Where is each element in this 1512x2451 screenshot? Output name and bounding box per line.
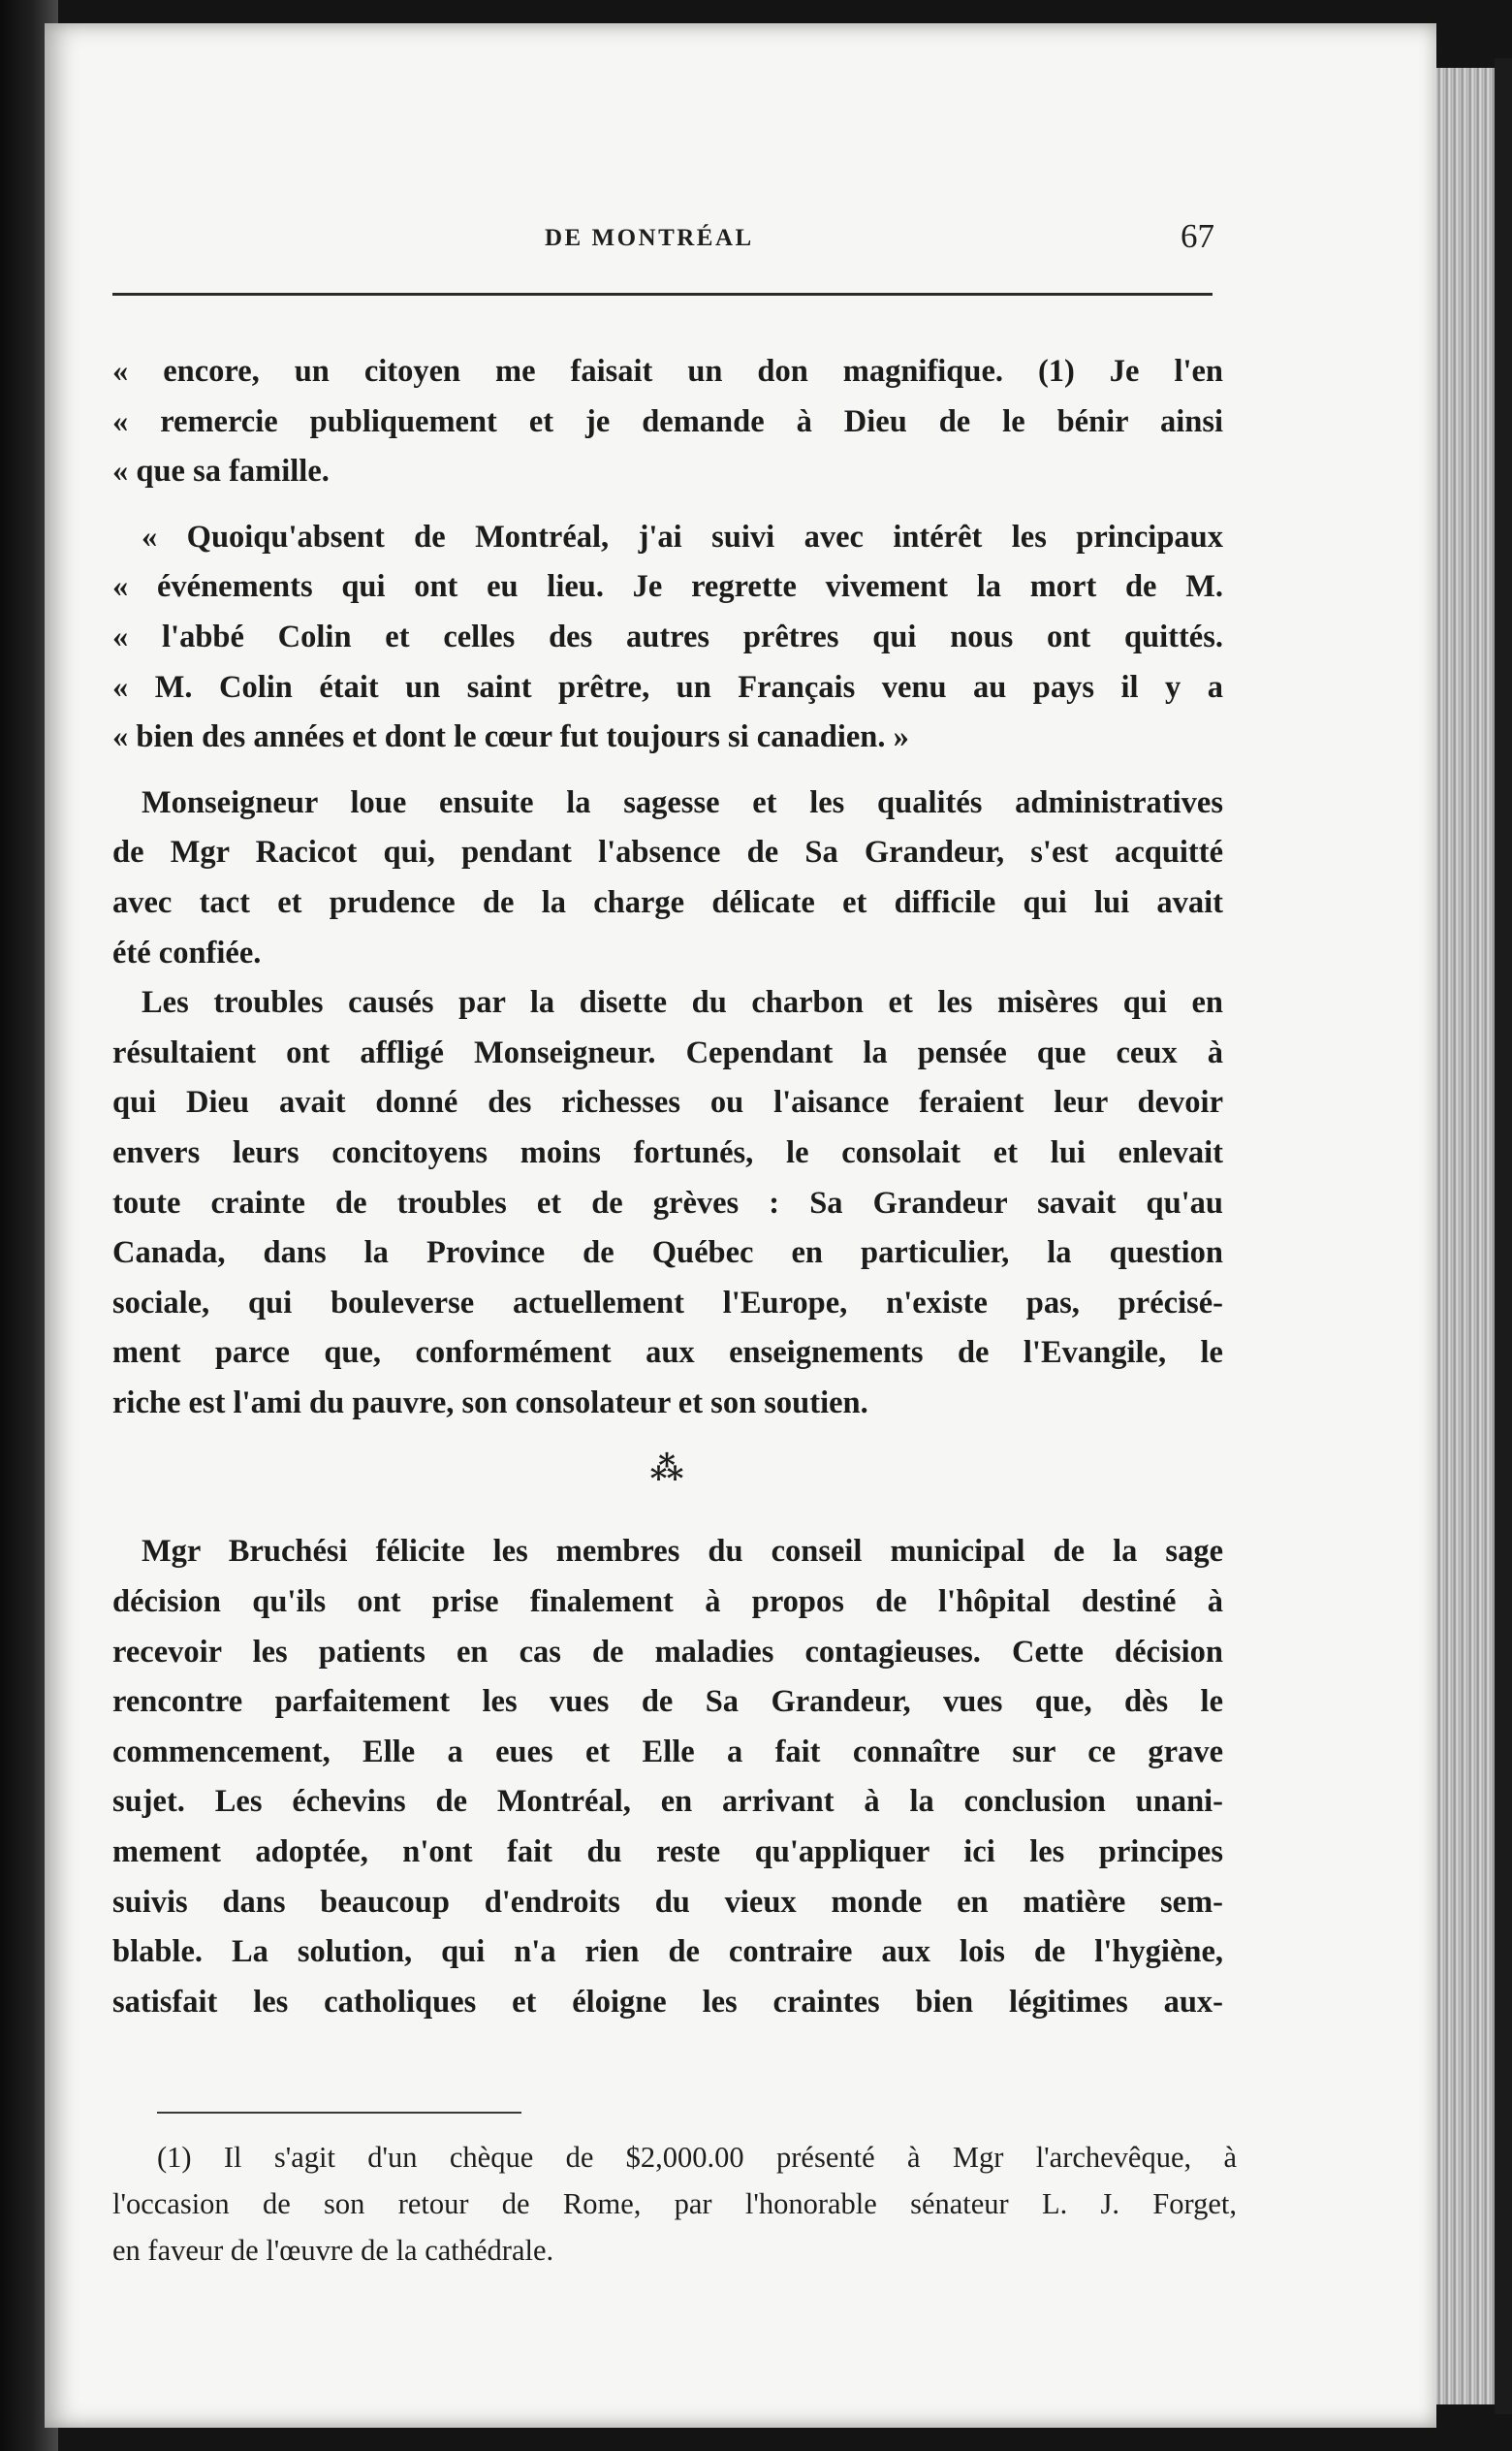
- text-line: satisfait les catholiques et éloigne les craintes bien légitimes aux-: [112, 1984, 1223, 2020]
- text-line: mement adoptée, n'ont fait du reste qu'appliquer ici les principes: [112, 1834, 1223, 1870]
- text-line: de Mgr Racicot qui, pendant l'absence de Sa Grandeur, s'est acquitté: [112, 835, 1223, 871]
- text-line: Canada, dans la Province de Québec en particulier, la question: [112, 1235, 1223, 1271]
- text-line: « que sa famille.: [112, 454, 330, 490]
- paragraph-3: [112, 779, 1223, 978]
- paragraph-gap: [112, 763, 1223, 779]
- paragraph-2: [112, 513, 1223, 763]
- footnote: [112, 2134, 1237, 2274]
- body-text: [112, 347, 1223, 2027]
- text-line: « bien des années et dont le cœur fut toujours si canadien. »: [112, 719, 909, 755]
- text-line: « l'abbé Colin et celles des autres prêtres qui nous ont quittés.: [112, 619, 1223, 654]
- paragraph-gap: [112, 497, 1223, 513]
- text-line: « Quoiqu'absent de Montréal, j'ai suivi avec intérêt les principaux: [142, 519, 1223, 555]
- footnote-line: l'occasion de son retour de Rome, par l'honorable sénateur L. J. Forget,: [112, 2187, 1237, 2220]
- page-stack-edge: [1436, 68, 1495, 2404]
- text-line: Mgr Bruchési félicite les membres du conseil municipal de la sage: [142, 1534, 1223, 1570]
- text-line: riche est l'ami du pauvre, son consolateur et son soutien.: [112, 1385, 868, 1420]
- paragraph-4: [112, 978, 1223, 1428]
- text-line: blable. La solution, qui n'a rien de contraire aux lois de l'hygiène,: [112, 1934, 1223, 1970]
- paragraph-1: [112, 347, 1223, 497]
- text-line: résultaient ont affligé Monseigneur. Cependant la pensée que ceux à: [112, 1035, 1223, 1070]
- footnote-line: (1) Il s'agit d'un chèque de $2,000.00 présenté à Mgr l'archevêque, à: [157, 2141, 1237, 2174]
- text-line: ment parce que, conformément aux enseignements de l'Evangile, le: [112, 1335, 1223, 1371]
- text-line: Monseigneur loue ensuite la sagesse et les qualités administratives: [142, 784, 1223, 820]
- text-line: « encore, un citoyen me faisait un don magnifique. (1) Je l'en: [112, 354, 1223, 389]
- text-line: Les troubles causés par la disette du charbon et les misères qui en: [142, 985, 1223, 1021]
- paragraph-5: [112, 1527, 1223, 2027]
- text-line: sujet. Les échevins de Montréal, en arrivant à la conclusion unani-: [112, 1784, 1223, 1820]
- asterism-divider: ⁂: [649, 1451, 686, 1488]
- text-line: suivis dans beaucoup d'endroits du vieux monde en matière sem-: [112, 1884, 1223, 1920]
- text-line: recevoir les patients en cas de maladies contagieuses. Cette décision: [112, 1634, 1223, 1670]
- footnote-line: en faveur de l'œuvre de la cathédrale.: [112, 2234, 554, 2267]
- text-line: commencement, Elle a eues et Elle a fait connaître sur ce grave: [112, 1734, 1223, 1769]
- text-line: sociale, qui bouleverse actuellement l'Europe, n'existe pas, précisé-: [112, 1285, 1223, 1321]
- text-line: qui Dieu avait donné des richesses ou l'aisance feraient leur devoir: [112, 1085, 1223, 1121]
- text-line: « remercie publiquement et je demande à Dieu de le bénir ainsi: [112, 403, 1223, 439]
- text-line: avec tact et prudence de la charge délicate et difficile qui lui avait: [112, 884, 1223, 920]
- text-line: décision qu'ils ont prise finalement à propos de l'hôpital destiné à: [112, 1584, 1223, 1620]
- running-head: DE MONTRÉAL: [545, 225, 754, 251]
- text-line: rencontre parfaitement les vues de Sa Grandeur, vues que, dès le: [112, 1684, 1223, 1720]
- book-right-shadow: [1495, 58, 1512, 2414]
- header-rule: [112, 293, 1213, 296]
- footnote-rule: [157, 2112, 521, 2114]
- text-line: « événements qui ont eu lieu. Je regrette vivement la mort de M.: [112, 569, 1223, 605]
- text-line: toute crainte de troubles et de grèves : Sa Grandeur savait qu'au: [112, 1185, 1223, 1221]
- text-line: été confiée.: [112, 935, 262, 971]
- page-number: 67: [1181, 217, 1214, 255]
- text-line: envers leurs concitoyens moins fortunés, le consolait et lui enlevait: [112, 1134, 1223, 1170]
- text-line: « M. Colin était un saint prêtre, un Français venu au pays il y a: [112, 669, 1223, 705]
